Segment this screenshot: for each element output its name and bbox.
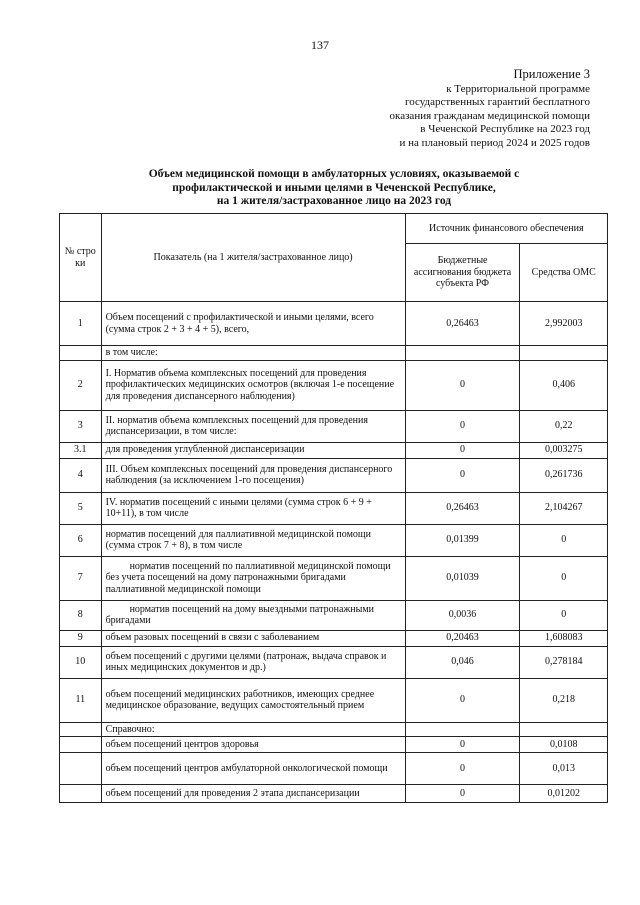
row-number-cell: 1 xyxy=(60,302,102,346)
title-line: профилактической и иными целями в Чеченской Республике, xyxy=(172,181,496,194)
table-row xyxy=(60,302,608,346)
indicator-cell: IV. норматив посещений с иными целями (сумма строк 6 + 9 + 10+11), в том числе xyxy=(101,492,405,524)
indicator-cell: Справочно: xyxy=(101,722,405,737)
row-number-cell: 5 xyxy=(60,492,102,524)
indicator-cell: норматив посещений для паллиативной медицинской помощи (сумма строк 7 + 8), в том числе xyxy=(101,524,405,556)
table-row xyxy=(60,346,608,361)
budget-value-cell: 0 xyxy=(405,442,520,458)
budget-value-cell: 0 xyxy=(405,678,520,722)
table-row xyxy=(60,360,608,410)
budget-value-cell: 0,20463 xyxy=(405,630,520,646)
budget-value-cell: 0,0036 xyxy=(405,600,520,630)
indicator-cell: объем посещений центров амбулаторной онкологической помощи xyxy=(101,753,405,785)
row-number-cell: 10 xyxy=(60,646,102,678)
indicator-cell: для проведения углубленной диспансеризации xyxy=(101,442,405,458)
indicator-cell: III. Объем комплексных посещений для проведения диспансерного наблюдения (за исключением 1-го посещения) xyxy=(101,458,405,492)
budget-value-cell: 0 xyxy=(405,737,520,753)
oms-value-cell: 0,218 xyxy=(520,678,608,722)
appendix-line: к Территориальной программе xyxy=(446,82,590,95)
row-number-cell xyxy=(60,346,102,361)
table-row xyxy=(60,492,608,524)
row-number-cell xyxy=(60,785,102,803)
indicator-cell: объем посещений медицинских работников, имеющих среднее медицинское образование, ведущих самостоятельный прием xyxy=(101,678,405,722)
header-budget: Бюджетные ассигнования бюджета субъекта РФ xyxy=(405,244,520,302)
indicator-cell: объем посещений с другими целями (патронаж, выдача справок и иных медицинских документов и др.) xyxy=(101,646,405,678)
oms-value-cell: 0,003275 xyxy=(520,442,608,458)
row-number-cell xyxy=(60,753,102,785)
oms-value-cell: 0,406 xyxy=(520,360,608,410)
appendix-title: Приложение 3 xyxy=(513,67,590,81)
row-number-cell: 8 xyxy=(60,600,102,630)
oms-value-cell: 2,992003 xyxy=(520,302,608,346)
row-number-cell: 3.1 xyxy=(60,442,102,458)
budget-value-cell: 0,046 xyxy=(405,646,520,678)
table-row xyxy=(60,410,608,442)
budget-value-cell xyxy=(405,722,520,737)
oms-value-cell: 0,01202 xyxy=(520,785,608,803)
row-number-cell: 9 xyxy=(60,630,102,646)
header-oms: Средства ОМС xyxy=(520,244,608,302)
table-row xyxy=(60,556,608,600)
row-number-cell: 2 xyxy=(60,360,102,410)
header-funding-source: Источник финансового обеспечения xyxy=(405,214,607,244)
table-row xyxy=(60,722,608,737)
indicator-cell: Объем посещений с профилактической и иными целями, всего (сумма строк 2 + 3 + 4 + 5), всего, xyxy=(101,302,405,346)
budget-value-cell: 0 xyxy=(405,785,520,803)
oms-value-cell: 0,22 xyxy=(520,410,608,442)
page-number: 137 xyxy=(311,38,329,52)
header-row-number: № стро ки xyxy=(60,214,102,302)
appendix-line: в Чеченской Республике на 2023 год xyxy=(420,123,590,136)
oms-value-cell xyxy=(520,722,608,737)
budget-value-cell: 0,01039 xyxy=(405,556,520,600)
appendix-block xyxy=(390,68,590,151)
row-number-cell xyxy=(60,737,102,753)
oms-value-cell: 0,278184 xyxy=(520,646,608,678)
title-line: на 1 жителя/застрахованное лицо на 2023 год xyxy=(216,195,452,207)
row-number-cell: 6 xyxy=(60,524,102,556)
table-row xyxy=(60,630,608,646)
oms-value-cell: 0,261736 xyxy=(520,458,608,492)
indicator-cell: объем разовых посещений в связи с заболеванием xyxy=(101,630,405,646)
oms-value-cell: 0 xyxy=(520,556,608,600)
budget-value-cell: 0,26463 xyxy=(405,492,520,524)
indicator-cell: норматив посещений по паллиативной медицинской помощи без учета посещений на дому патронажными бригадами паллиативной медицинской помощи xyxy=(101,556,405,600)
table-row xyxy=(60,753,608,785)
indicator-cell: II. норматив объема комплексных посещений для проведения диспансеризации, в том числе: xyxy=(101,410,405,442)
document-title xyxy=(60,168,608,209)
oms-value-cell: 0,0108 xyxy=(520,737,608,753)
appendix-line: оказания гражданам медицинской помощи xyxy=(389,109,590,122)
table-row xyxy=(60,737,608,753)
oms-value-cell xyxy=(520,346,608,361)
oms-value-cell: 0,013 xyxy=(520,753,608,785)
budget-value-cell: 0 xyxy=(405,410,520,442)
volume-table xyxy=(59,213,608,803)
row-number-cell: 11 xyxy=(60,678,102,722)
budget-value-cell xyxy=(405,346,520,361)
table-row xyxy=(60,442,608,458)
indicator-cell: объем посещений для проведения 2 этапа диспансеризации xyxy=(101,785,405,803)
row-number-cell: 3 xyxy=(60,410,102,442)
appendix-line: и на плановый период 2024 и 2025 годов xyxy=(399,136,590,149)
budget-value-cell: 0,01399 xyxy=(405,524,520,556)
table-row xyxy=(60,524,608,556)
row-number-cell: 4 xyxy=(60,458,102,492)
table-row xyxy=(60,785,608,803)
row-number-cell xyxy=(60,722,102,737)
table-row xyxy=(60,458,608,492)
appendix-line: государственных гарантий бесплатного xyxy=(404,96,590,109)
table-row xyxy=(60,678,608,722)
table-row xyxy=(60,646,608,678)
header-indicator: Показатель (на 1 жителя/застрахованное лицо) xyxy=(101,214,405,302)
oms-value-cell: 1,608083 xyxy=(520,630,608,646)
table-row xyxy=(60,600,608,630)
oms-value-cell: 2,104267 xyxy=(520,492,608,524)
indicator-cell: в том числе: xyxy=(101,346,405,361)
oms-value-cell: 0 xyxy=(520,524,608,556)
oms-value-cell: 0 xyxy=(520,600,608,630)
title-line: Объем медицинской помощи в амбулаторных условиях, оказываемой с xyxy=(148,168,520,180)
budget-value-cell: 0 xyxy=(405,360,520,410)
budget-value-cell: 0 xyxy=(405,458,520,492)
row-number-cell: 7 xyxy=(60,556,102,600)
indicator-cell: I. Норматив объема комплексных посещений для проведения профилактических медицинских осмотров (включая 1-е посещение для проведения диспансерного наблюдения) xyxy=(101,360,405,410)
indicator-cell: норматив посещений на дому выездными патронажными бригадами xyxy=(101,600,405,630)
budget-value-cell: 0,26463 xyxy=(405,302,520,346)
indicator-cell: объем посещений центров здоровья xyxy=(101,737,405,753)
budget-value-cell: 0 xyxy=(405,753,520,785)
